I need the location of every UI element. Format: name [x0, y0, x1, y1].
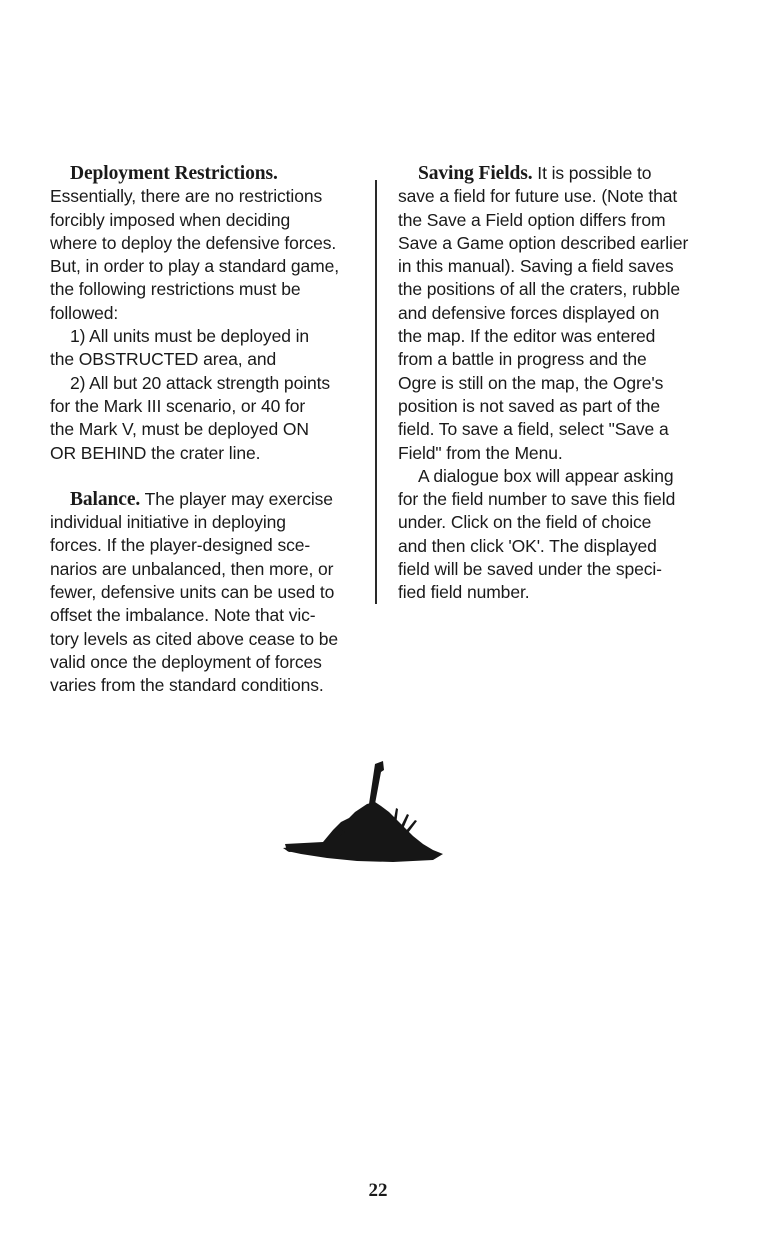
body-line: the Mark V, must be deployed ON	[50, 419, 309, 440]
body-line: the following restrictions must be	[50, 279, 301, 300]
body-line: But, in order to play a standard game,	[50, 256, 340, 277]
body-line: forcibly imposed when deciding	[50, 209, 291, 230]
paragraph-gap	[50, 465, 350, 488]
body-line: and then click 'OK'. The displayed	[398, 535, 657, 556]
body-line: under. Click on the field of choice	[398, 512, 652, 533]
body-line: Save a Game option described earlier	[398, 232, 689, 253]
body-line: fied field number.	[398, 582, 530, 603]
body-text: It is possible to	[532, 163, 652, 183]
heading-deployment-restrictions: Deployment Restrictions.	[70, 163, 278, 184]
body-line: the map. If the editor was entered	[398, 326, 656, 347]
body-line: 2) All but 20 attack strength points	[70, 372, 331, 393]
balance-first-line	[50, 488, 350, 511]
saving-fields-first-line	[398, 162, 703, 185]
body-line: for the field number to save this field	[398, 489, 676, 510]
heading-saving-fields: Saving Fields.	[418, 163, 533, 184]
body-line: for the Mark III scenario, or 40 for	[50, 395, 306, 416]
body-line: narios are unbalanced, then more, or	[50, 558, 334, 579]
body-line: the positions of all the craters, rubble	[398, 279, 680, 300]
body-line: A dialogue box will appear asking	[418, 465, 674, 486]
page-number: 22	[368, 1180, 388, 1201]
body-line: the OBSTRUCTED area, and	[50, 349, 277, 370]
body-line: individual initiative in deploying	[50, 512, 286, 533]
body-line: field will be saved under the speci-	[398, 559, 662, 580]
body-line: fewer, defensive units can be used to	[50, 582, 335, 603]
body-text: The player may exercise	[140, 488, 333, 509]
body-line: position is not saved as part of the	[398, 395, 660, 416]
body-line: from a battle in progress and the	[398, 349, 647, 370]
body-line: OR BEHIND the crater line.	[50, 442, 261, 463]
column-divider	[375, 180, 377, 604]
ogre-tank-silhouette-icon	[283, 758, 445, 866]
heading-balance: Balance.	[70, 488, 141, 510]
body-line: where to deploy the defensive forces.	[50, 232, 337, 253]
body-line: save a field for future use. (Note that	[398, 186, 678, 207]
body-line: varies from the standard conditions.	[50, 675, 324, 696]
body-line: tory levels as cited above cease to be	[50, 628, 339, 649]
body-line: Essentially, there are no restrictions	[50, 186, 323, 207]
body-line: and defensive forces displayed on	[398, 302, 660, 323]
body-line: forces. If the player-designed sce-	[50, 535, 311, 556]
right-column	[398, 162, 703, 605]
body-line: Ogre is still on the map, the Ogre's	[398, 372, 664, 393]
body-line: 1) All units must be deployed in	[70, 326, 310, 347]
left-column	[50, 162, 350, 698]
body-line: the Save a Field option differs from	[398, 209, 666, 230]
body-line: valid once the deployment of forces	[50, 651, 322, 672]
body-line: offset the imbalance. Note that vic-	[50, 605, 316, 626]
body-line: field. To save a field, select "Save a	[398, 419, 669, 440]
body-line: Field" from the Menu.	[398, 442, 563, 463]
body-line: followed:	[50, 302, 119, 323]
body-line: in this manual). Saving a field saves	[398, 256, 674, 277]
